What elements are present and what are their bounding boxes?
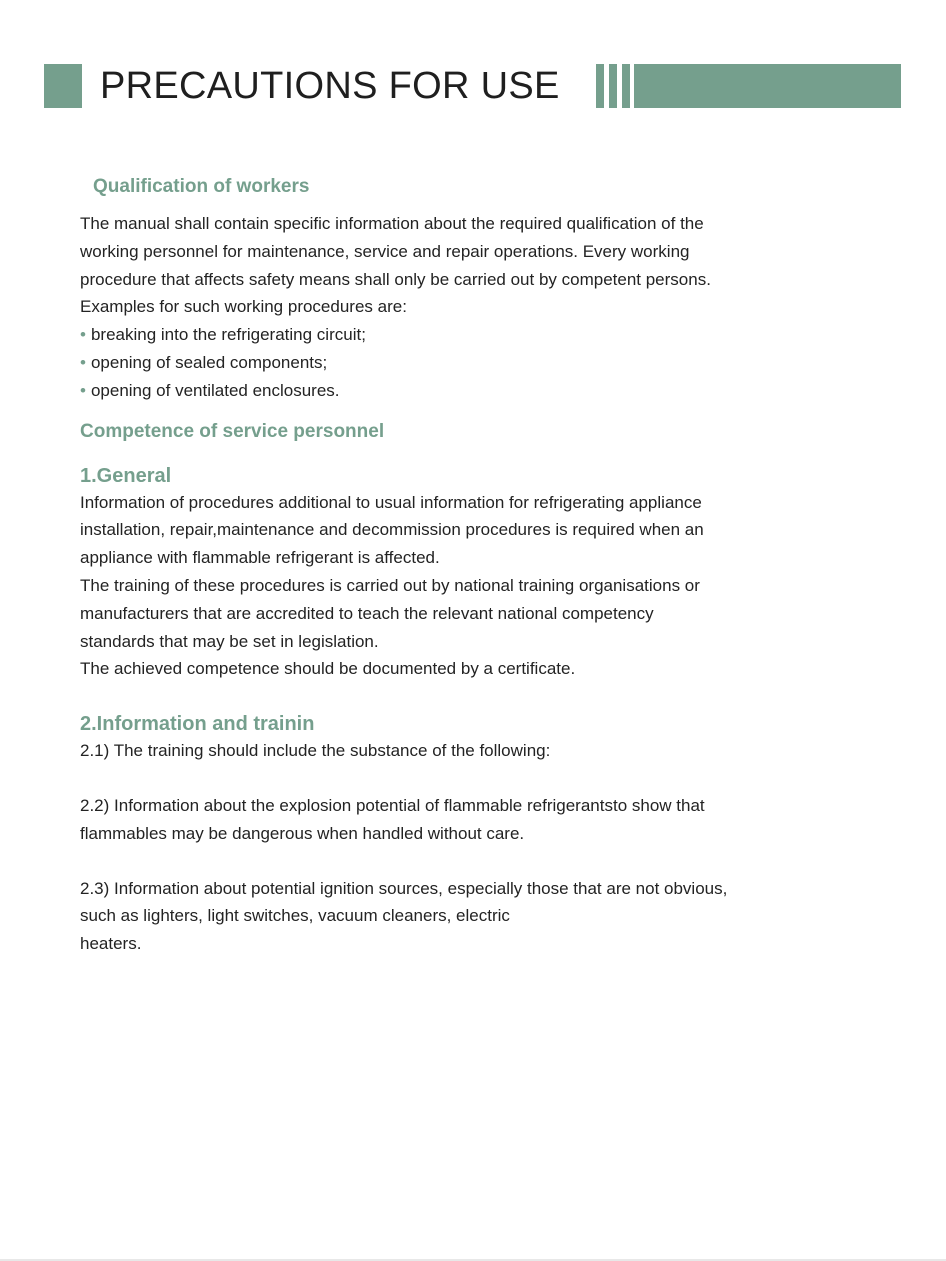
general-line-2: installation, repair,maintenance and decommission procedures is required when an <box>80 520 704 540</box>
qualification-line-2: working personnel for maintenance, service and repair operations. Every working <box>80 241 690 261</box>
general-line-5: manufacturers that are accredited to teach the relevant national competency <box>80 603 654 623</box>
bullet-dot-icon: • <box>80 380 86 400</box>
qualification-line-4: Examples for such working procedures are: <box>80 297 407 317</box>
list-item-text: breaking into the refrigerating circuit; <box>90 325 366 345</box>
header-bar <box>622 64 630 108</box>
qualification-heading: Qualification of workers <box>93 176 310 197</box>
competence-heading: Competence of service personnel <box>80 420 385 442</box>
general-line-1: Information of procedures additional to usual information for refrigerating appliance <box>80 492 702 512</box>
list-item-text: opening of ventilated enclosures. <box>90 380 340 400</box>
training-item-2-line-1: 2.2) Information about the explosion potential of flammable refrigerantsto show that <box>80 795 705 815</box>
training-item-2-line-2: flammables may be dangerous when handled without care. <box>80 823 525 843</box>
general-line-6: standards that may be set in legislation. <box>80 631 379 651</box>
general-line-4: The training of these procedures is carried out by national training organisations or <box>80 575 700 595</box>
header-wide-bar <box>634 64 901 108</box>
page-title: PRECAUTIONS FOR USE <box>100 65 560 107</box>
bullet-dot-icon: • <box>80 352 86 372</box>
training-item-3-line-2: such as lighters, light switches, vacuum cleaners, electric <box>80 906 510 926</box>
training-heading: 2.Information and trainin <box>80 713 315 736</box>
training-item-3-line-3: heaters. <box>80 934 142 954</box>
training-item-3-line-1: 2.3) Information about potential ignition sources, especially those that are not obvious, <box>80 878 728 898</box>
list-item-text: opening of sealed components; <box>90 352 328 372</box>
list-item <box>80 377 840 405</box>
header-square-decoration <box>44 64 82 108</box>
qualification-line-3: procedure that affects safety means shall only be carried out by competent persons. <box>80 269 711 289</box>
header-bar <box>609 64 617 108</box>
header-bars-decoration <box>596 64 901 108</box>
general-heading: 1.General <box>80 464 172 487</box>
list-item <box>80 349 840 377</box>
document-body <box>80 174 840 958</box>
training-item-1: 2.1) The training should include the substance of the following: <box>80 741 551 761</box>
general-line-7: The achieved competence should be documented by a certificate. <box>80 659 576 679</box>
header-bar <box>596 64 604 108</box>
bullet-dot-icon: • <box>80 325 86 345</box>
qualification-line-1: The manual shall contain specific information about the required qualification of the <box>80 214 704 233</box>
general-line-3: appliance with flammable refrigerant is affected. <box>80 548 440 568</box>
list-item <box>80 321 840 349</box>
